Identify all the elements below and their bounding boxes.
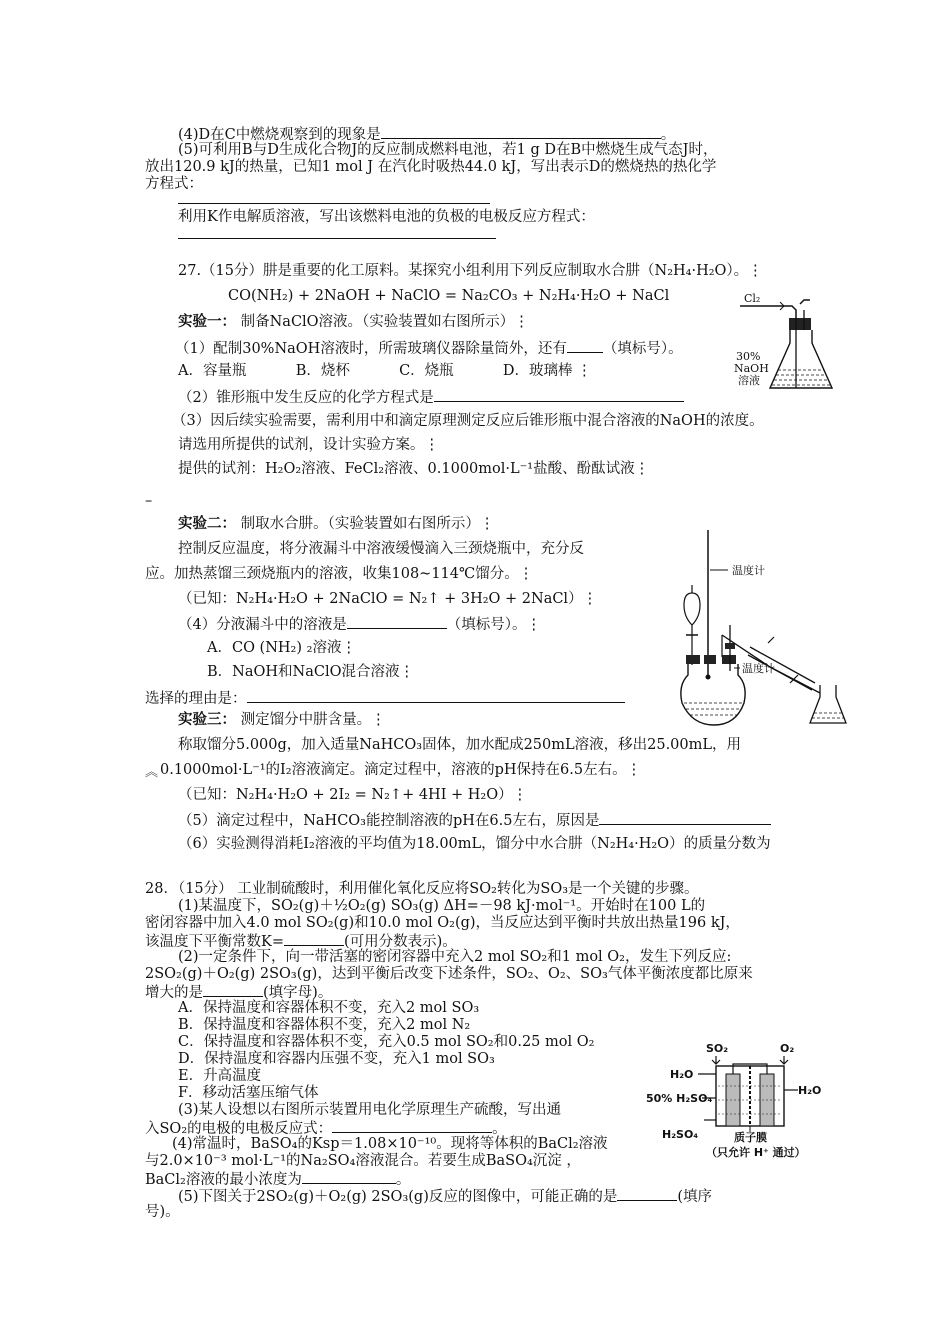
margin-mark-icon: ︽ (145, 765, 159, 780)
option-d: D．玻璃棒 ⋮ (502, 363, 592, 379)
q28-p4-line3: BaCl₂溶液的最小浓度为 。 (145, 1169, 410, 1189)
q26-part4: (4)D在C中燃烧观察到的现象是 。 (178, 124, 675, 144)
answer-blank[interactable] (247, 688, 625, 703)
q27-q1: （1）配制30%NaOH溶液时，所需玻璃仪器除量筒外，还有 （填标号）。 (175, 338, 683, 358)
q27-q4-option-b: B．NaOH和NaClO混合溶液⋮ (207, 664, 414, 680)
q27-title: 27.（15分）肼是重要的化工原料。某探究小组利用下列反应制取水合肼（N₂H₄·H₂O）。⋮ (178, 263, 763, 279)
q28-p2-line2: 2SO₂(g)＋O₂(g) 2SO₃(g)，达到平衡后改变下述条件，SO₂、O₂、SO₃气体平衡浓度都比原来 (145, 966, 753, 982)
q28-option-f: F．移动活塞压缩气体 (178, 1085, 319, 1101)
q28-p3-line2: 入SO₂的电极的电极反应式： 。 (145, 1118, 507, 1138)
option-c: C．烧瓶 (399, 363, 454, 379)
sulfuric-acid-inlet-label: 50% H₂SO₄ (646, 1092, 713, 1105)
q28-p4-line1: (4)常温时，BaSO₄的Ksp＝1.08×10⁻¹⁰。现将等体积的BaCl₂溶液 (172, 1136, 608, 1152)
answer-blank[interactable] (567, 338, 603, 353)
q28-p5-line2: 号)。 (145, 1204, 180, 1220)
exp2-line2: 应。加热蒸馏三颈烧瓶内的溶液，收集108~114℃馏分。⋮ (145, 566, 534, 582)
q27-q1-options (178, 362, 592, 380)
q27-reason: 选择的理由是： (145, 688, 625, 708)
q28-option-d: D．保持温度和容器内压强不变，充入1 mol SO₃ (178, 1051, 495, 1067)
answer-blank[interactable] (347, 614, 447, 629)
option-a: A．容量瓶 (178, 363, 247, 379)
electrolysis-cell-figure (642, 1040, 827, 1162)
answer-blank[interactable] (617, 1186, 677, 1201)
exp1-heading: 实验一： 制备NaClO溶液。（实验装置如右图所示）⋮ (178, 313, 529, 330)
proton-membrane-label: 质子膜 (734, 1131, 767, 1144)
q28-p1-line1: (1)某温度下，SO₂(g)＋½O₂(g) SO₃(g) ΔH=－98 kJ·mol⁻¹。开始时在100 L的 (178, 898, 706, 914)
cl2-label: Cl₂ (744, 292, 761, 305)
q27-q6: （6）实验测得消耗I₂溶液的平均值为18.00mL，馏分中水合肼（N₂H₄·H₂O）的质量分数为 (178, 836, 771, 852)
flask-apparatus-figure (730, 288, 840, 400)
thermometer-label-top: 温度计 (732, 564, 765, 577)
q27-q3-line2: 请选用所提供的试剂，设计实验方案。⋮ (178, 437, 439, 453)
so2-inlet-label: SO₂ (706, 1042, 729, 1055)
q28-p1-line3: 该温度下平衡常数K= (可用分数表示)。 (145, 931, 457, 951)
q28-p3-line1: (3)某人设想以右图所示装置用电化学原理生产硫酸，写出通 (178, 1102, 562, 1118)
distillation-apparatus-figure (670, 525, 860, 730)
q28-option-a: A．保持温度和容器体积不变，充入2 mol SO₃ (178, 1000, 480, 1016)
q27-q3-line3: 提供的试剂：H₂O₂溶液、FeCl₂溶液、0.1000mol·L⁻¹盐酸、酚酞试液⋮ (178, 461, 650, 477)
sulfuric-acid-outlet-label: H₂SO₄ (662, 1128, 699, 1141)
q28-option-e: E．升高温度 (178, 1068, 262, 1084)
answer-blank[interactable] (284, 931, 344, 946)
q28-p4-line2: 与2.0×10⁻³ mol·L⁻¹的Na₂SO₄溶液混合。若要生成BaSO₄沉淀 ， (145, 1153, 581, 1169)
answer-line[interactable] (178, 238, 496, 239)
exp2-known: （已知：N₂H₄·H₂O + 2NaClO = N₂↑ + 3H₂O + 2NaCl）⋮ (178, 591, 598, 607)
answer-blank[interactable] (599, 810, 771, 825)
o2-inlet-label: O₂ (780, 1042, 795, 1055)
q27-reaction: CO(NH₂) + 2NaOH + NaClO = Na₂CO₃ + N₂H₄·H₂O + NaCl (228, 288, 670, 304)
q28-p2-line1: (2)一定条件下，向一带活塞的密闭容器中充入2 mol SO₂和1 mol O₂，发生下列反应: (178, 949, 732, 965)
exp2-heading: 实验二： 制取水合肼。（实验装置如右图所示）⋮ (178, 515, 495, 532)
naoh-concentration-label: 30% (736, 350, 761, 363)
exp3-known: （已知：N₂H₄·H₂O + 2I₂ = N₂↑+ 4HI + H₂O）⋮ (178, 787, 528, 803)
q26-part5-line2: 放出120.9 kJ的热量，已知1 mol J 在汽化时吸热44.0 kJ，写出表示D的燃烧热的热化学 (145, 159, 717, 175)
exp3-line2: 0.1000mol·L⁻¹的I₂溶液滴定。滴定过程中，溶液的pH保持在6.5左右。⋮ (160, 762, 642, 778)
answer-blank[interactable] (302, 1169, 396, 1184)
answer-blank[interactable] (203, 982, 263, 997)
answer-blank[interactable] (381, 124, 661, 139)
q26-part5-line4: 利用K作电解质溶液，写出该燃料电池的负极的电极反应方程式： (178, 209, 595, 225)
exp3-line1: 称取馏分5.000g，加入适量NaHCO₃固体，加水配成250mL溶液，移出25.00mL，用 (178, 737, 742, 753)
water-outlet-label: H₂O (798, 1084, 822, 1097)
q26-part5-line1: (5)可利用B与D生成化合物J的反应制成燃料电池，若1 g D在B中燃烧生成气态J时， (178, 142, 718, 158)
q28-p2-line3: 增大的是 (填字母)。 (145, 982, 332, 1002)
q27-q3-line1: （3）因后续实验需要，需利用中和滴定原理测定反应后锥形瓶中混合溶液的NaOH的浓度。 (172, 413, 764, 429)
option-b: B．烧杯 (295, 363, 350, 379)
exp3-heading: 实验三： 测定馏分中肼含量。⋮ (178, 711, 386, 728)
q28-option-b: B．保持温度和容器体积不变，充入2 mol N₂ (178, 1017, 471, 1033)
naoh-label: NaOH (734, 362, 769, 375)
q27-q4: （4）分液漏斗中的溶液是 （填标号）。⋮ (178, 614, 541, 634)
answer-blank[interactable] (434, 387, 684, 402)
q27-q4-option-a: A．CO (NH₂) ₂溶液⋮ (207, 640, 356, 656)
answer-line[interactable] (178, 203, 490, 204)
q27-q2: （2）锥形瓶中发生反应的化学方程式是 (178, 387, 684, 407)
q28-option-c: C．保持温度和容器体积不变，充入0.5 mol SO₂和0.25 mol O₂ (178, 1034, 595, 1050)
stray-dash: – (145, 493, 153, 509)
q28-title: 28．（15分） 工业制硫酸时，利用催化氧化反应将SO₂转化为SO₃是一个关键的步骤。 (145, 881, 699, 897)
q28-p1-line2: 密闭容器中加入4.0 mol SO₂(g)和10.0 mol O₂(g)，当反应达到平衡时共放出热量196 kJ， (145, 915, 740, 931)
answer-blank[interactable] (332, 1118, 492, 1133)
q28-p5-line1: (5)下图关于2SO₂(g)＋O₂(g) 2SO₃(g)反应的图像中，可能正确的是 (填序 (178, 1186, 712, 1206)
thermometer-label-condenser: 温度计 (742, 662, 775, 675)
q27-q5: （5）滴定过程中，NaHCO₃能控制溶液的pH在6.5左右，原因是 (178, 810, 771, 830)
water-inlet-label: H₂O (670, 1068, 694, 1081)
proton-membrane-note: （只允许 H⁺ 通过） (706, 1146, 806, 1159)
solution-label: 溶液 (738, 374, 760, 387)
exp2-line1: 控制反应温度，将分液漏斗中溶液缓慢滴入三颈烧瓶中，充分反 (178, 541, 584, 557)
q26-part5-line3: 方程式： (145, 176, 203, 192)
